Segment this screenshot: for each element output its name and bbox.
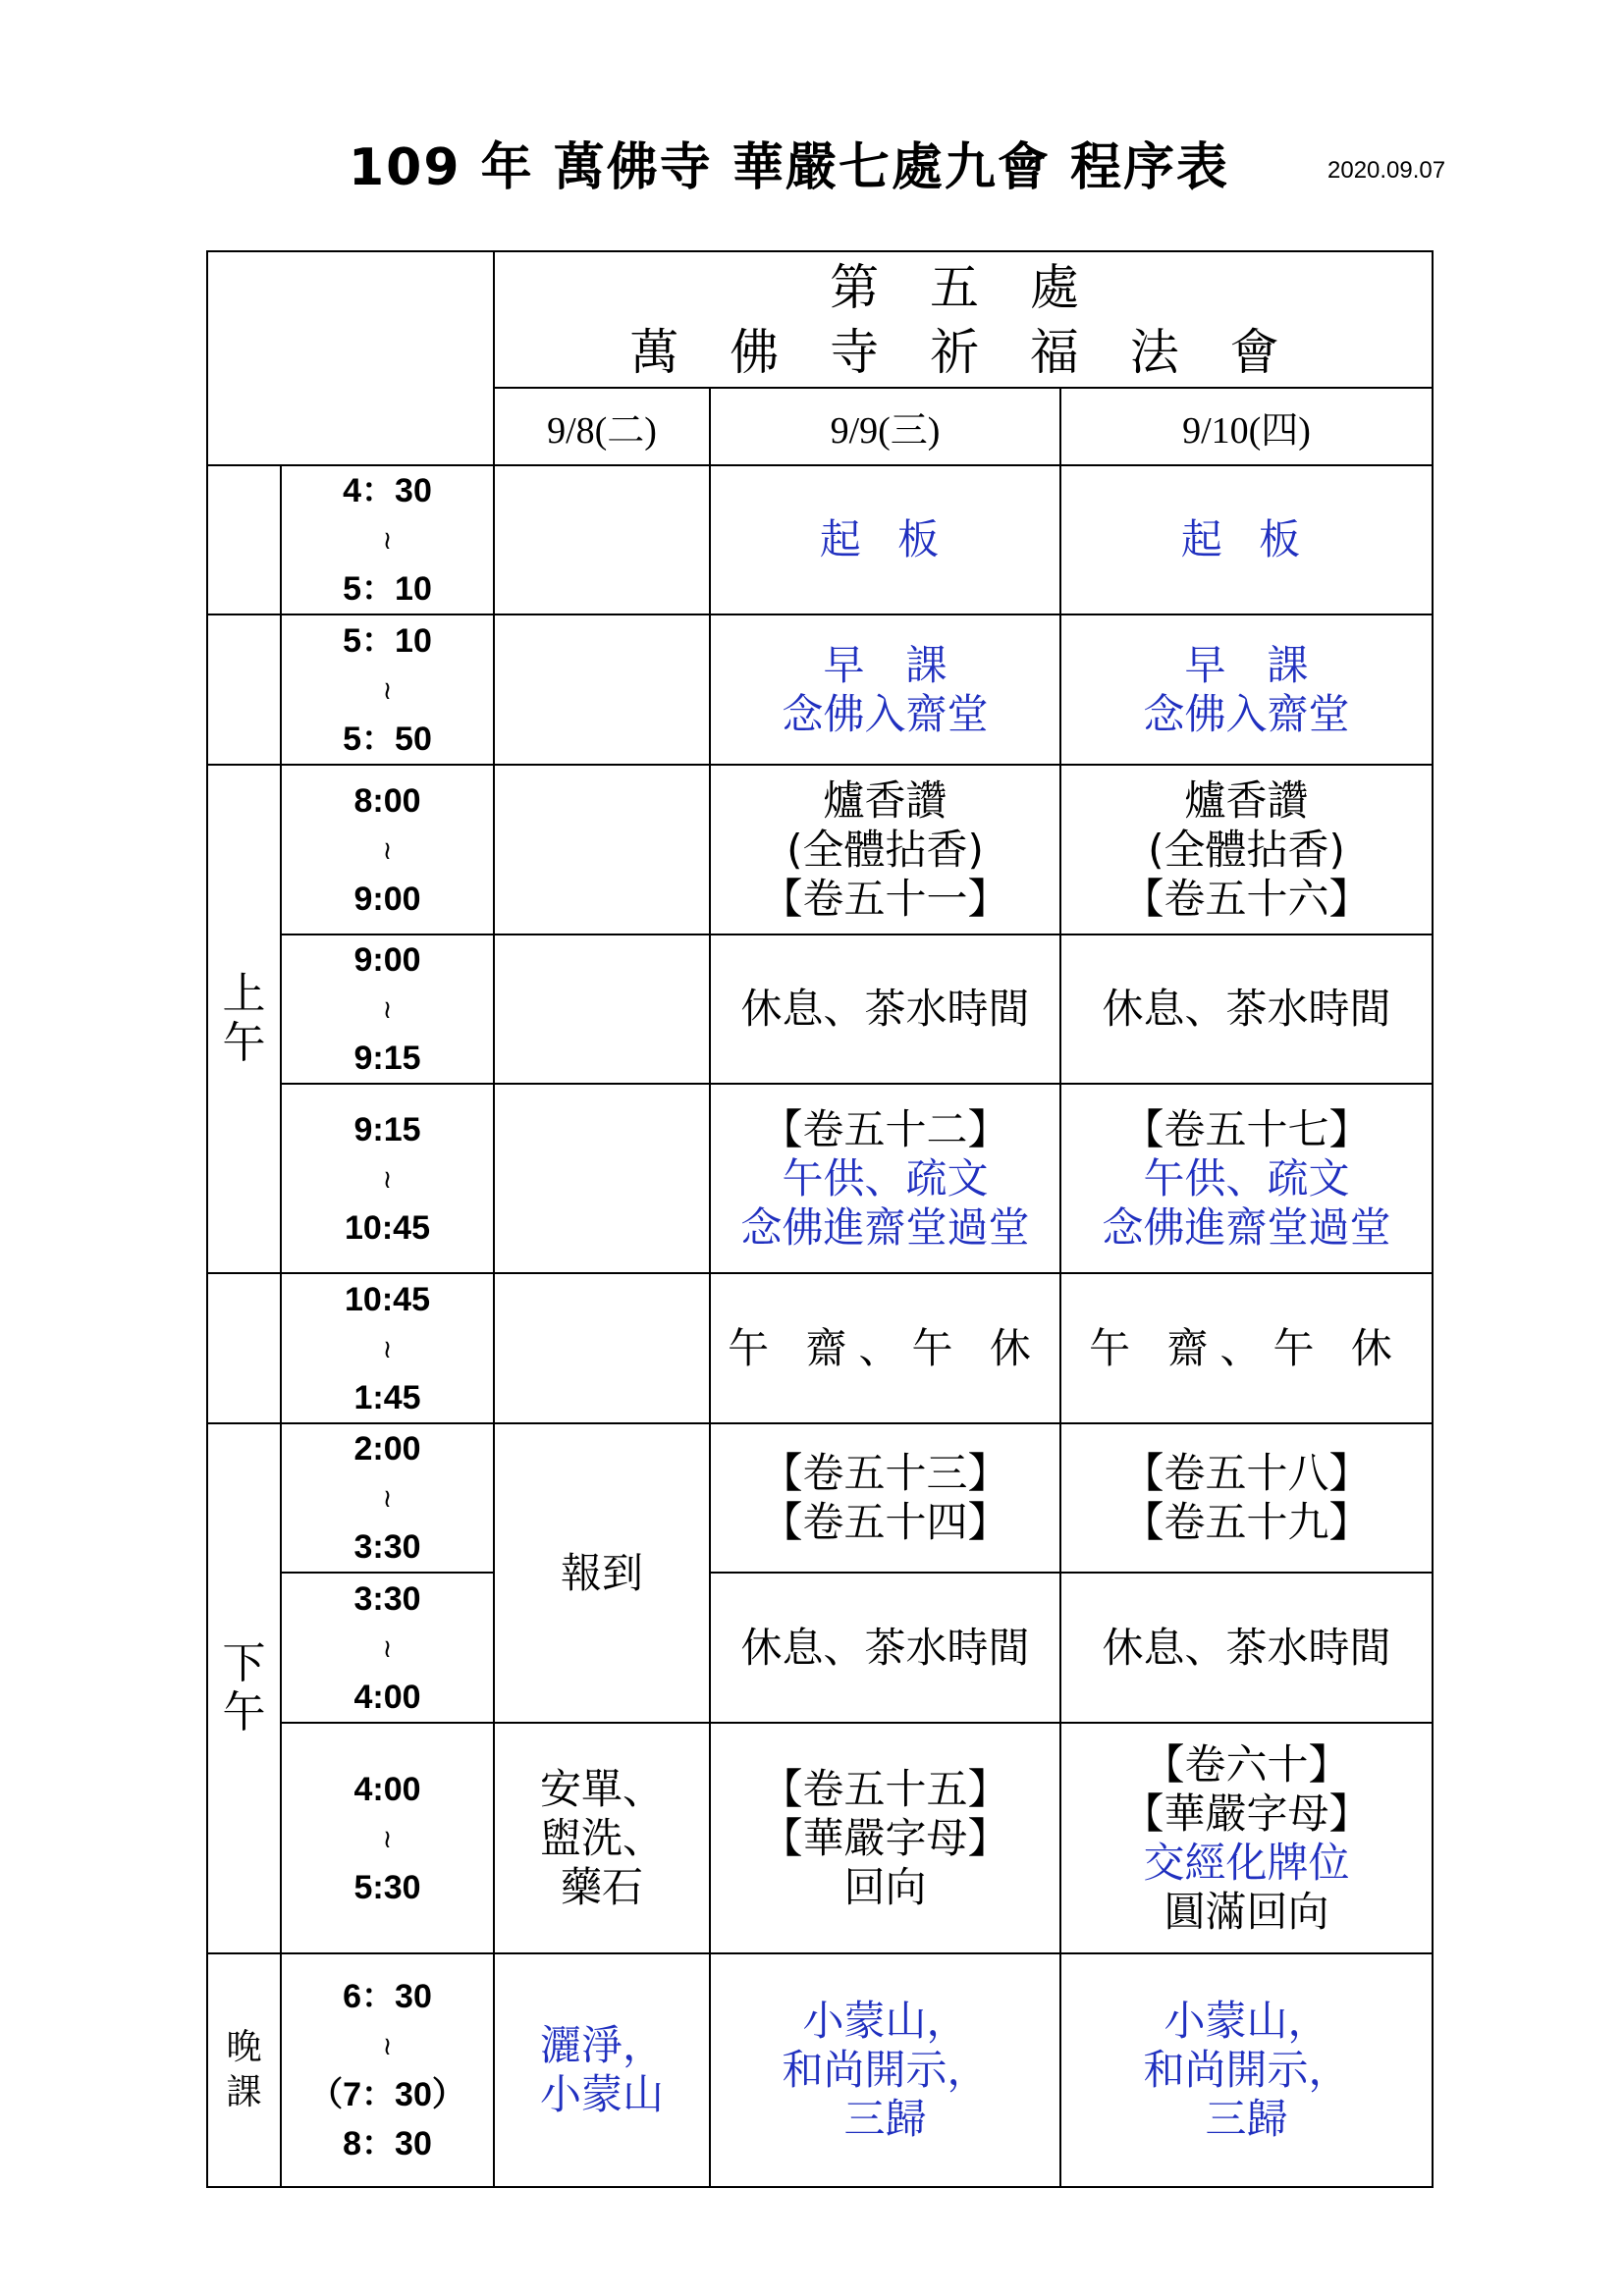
time-separator: ≀ — [382, 1333, 393, 1363]
period-afternoon — [207, 1423, 281, 1953]
time-separator: ≀ — [382, 834, 393, 865]
time-separator: ≀ — [382, 674, 393, 705]
time-end: 10:45 — [345, 1208, 430, 1247]
time-end: 8：30 — [343, 2125, 432, 2163]
time-separator: ≀ — [382, 994, 393, 1024]
time-slot — [281, 465, 494, 614]
schedule-cell: 休息、茶水時間 — [710, 934, 1060, 1084]
cell-line: (全體拈香) — [1148, 825, 1345, 874]
time-slot — [281, 1084, 494, 1273]
cell-line: 【華嚴字母】 — [1122, 1789, 1371, 1838]
schedule-cell — [494, 1953, 710, 2187]
schedule-cell — [710, 1723, 1060, 1953]
header-corner — [207, 251, 494, 465]
time-mid: （7：30） — [309, 2076, 465, 2113]
cell-line: 早 課 — [1184, 640, 1309, 689]
cell-line: 小蒙山， — [802, 1997, 968, 2045]
time-start: 10:45 — [345, 1280, 430, 1318]
time-slot — [281, 1573, 494, 1723]
time-start: 4：30 — [343, 472, 432, 509]
period-blank — [207, 614, 281, 765]
session-header — [494, 251, 1433, 388]
schedule-table — [206, 250, 1434, 2188]
time-end: 9:00 — [353, 880, 421, 918]
schedule-cell — [494, 1273, 710, 1423]
schedule-cell — [1060, 1953, 1433, 2187]
schedule-cell: 休息、茶水時間 — [710, 1573, 1060, 1723]
cell-line: 【卷六十】 — [1143, 1739, 1350, 1789]
schedule-cell: 起 板 — [1060, 465, 1433, 614]
session-name: 萬 佛 寺 祈 福 法 會 — [629, 323, 1297, 381]
cell-line: 念佛入齋堂 — [1143, 689, 1350, 738]
cell-line: 【卷五十八】 — [1122, 1449, 1371, 1497]
cell-line: 念佛入齋堂 — [782, 689, 989, 738]
cell-line: 小蒙山， — [1164, 1997, 1329, 2045]
schedule-cell — [710, 1953, 1060, 2187]
time-separator: ≀ — [382, 525, 393, 555]
day-header-2: 9/9(三) — [710, 388, 1060, 465]
schedule-cell — [494, 614, 710, 765]
time-start: 8:00 — [353, 781, 421, 820]
cell-line: 小蒙山 — [539, 2070, 664, 2118]
cell-line: 爐香讚 — [1184, 775, 1309, 825]
cell-line: 交經化牌位 — [1143, 1838, 1350, 1887]
schedule-cell: 午 齋、午 休 — [710, 1273, 1060, 1423]
cell-line: 盥洗、 — [539, 1813, 664, 1862]
time-slot — [281, 1953, 494, 2187]
cell-line: 【卷五十二】 — [761, 1104, 1009, 1153]
session-number: 第 五 處 — [830, 258, 1097, 316]
schedule-cell — [710, 1423, 1060, 1573]
page-title: 109 年 萬佛寺 華嚴七處九會 程序表 — [349, 138, 1229, 197]
time-start: 9:15 — [353, 1110, 421, 1148]
schedule-cell — [494, 934, 710, 1084]
time-slot — [281, 934, 494, 1084]
time-slot — [281, 614, 494, 765]
cell-line: 三歸 — [843, 2095, 927, 2143]
schedule-cell — [494, 1084, 710, 1273]
time-end: 5：10 — [343, 570, 432, 608]
time-slot — [281, 1273, 494, 1423]
time-separator: ≀ — [382, 1163, 393, 1194]
cell-line: 午供、疏文 — [1143, 1153, 1350, 1202]
period-label: 下午 — [222, 1637, 266, 1737]
schedule-cell — [710, 1084, 1060, 1273]
time-start: 9:00 — [353, 941, 421, 979]
cell-line: 回向 — [843, 1862, 927, 1911]
period-label: 晚課 — [226, 2027, 262, 2112]
schedule-cell: 報到 — [494, 1423, 710, 1723]
time-separator: ≀ — [382, 1632, 393, 1663]
schedule-cell: 休息、茶水時間 — [1060, 934, 1433, 1084]
day-header-1: 9/8(二) — [494, 388, 710, 465]
schedule-cell — [710, 765, 1060, 934]
time-start: 2:00 — [353, 1430, 421, 1468]
cell-line: 【卷五十四】 — [761, 1498, 1009, 1546]
time-start: 4:00 — [353, 1770, 421, 1808]
cell-line: 念佛進齋堂過堂 — [740, 1202, 1030, 1252]
time-end: 1:45 — [353, 1378, 421, 1416]
cell-line: 藥石 — [560, 1862, 643, 1911]
schedule-cell — [494, 1723, 710, 1953]
schedule-cell — [1060, 1423, 1433, 1573]
time-slot — [281, 1723, 494, 1953]
time-start: 3:30 — [353, 1579, 421, 1618]
time-end: 5：50 — [343, 720, 432, 758]
time-end: 9:15 — [353, 1040, 421, 1077]
cell-line: 早 課 — [823, 640, 947, 689]
time-end: 5:30 — [353, 1868, 421, 1906]
period-blank — [207, 465, 281, 614]
cell-line: 午供、疏文 — [782, 1153, 989, 1202]
cell-line: 念佛進齋堂過堂 — [1102, 1202, 1391, 1252]
schedule-cell: 午 齋、午 休 — [1060, 1273, 1433, 1423]
schedule-cell — [1060, 1084, 1433, 1273]
time-end: 3:30 — [353, 1528, 421, 1566]
schedule-cell — [1060, 1723, 1433, 1953]
cell-line: 【華嚴字母】 — [761, 1813, 1009, 1862]
time-end: 4:00 — [353, 1678, 421, 1716]
cell-line: 【卷五十九】 — [1122, 1498, 1371, 1546]
time-start: 6：30 — [343, 1978, 432, 2015]
time-start: 5：10 — [343, 621, 432, 660]
cell-line: 爐香讚 — [823, 775, 947, 825]
cell-line: 【卷五十六】 — [1122, 874, 1371, 923]
cell-line: 灑淨， — [539, 2021, 664, 2069]
cell-line: 【卷五十五】 — [761, 1764, 1009, 1813]
cell-line: 【卷五十三】 — [761, 1449, 1009, 1497]
cell-line: 安單、 — [539, 1764, 664, 1813]
time-slot — [281, 1423, 494, 1573]
period-evening — [207, 1953, 281, 2187]
schedule-cell: 起 板 — [710, 465, 1060, 614]
time-separator: ≀ — [382, 1823, 393, 1853]
cell-line: 和尚開示， — [1143, 2046, 1350, 2094]
cell-line: 【卷五十七】 — [1122, 1104, 1371, 1153]
time-separator: ≀ — [382, 2031, 393, 2060]
period-label: 上午 — [222, 968, 266, 1068]
period-morning — [207, 765, 281, 1273]
document-date: 2020.09.07 — [1327, 157, 1446, 184]
cell-line: 【卷五十一】 — [761, 874, 1009, 923]
schedule-cell — [1060, 614, 1433, 765]
period-blank — [207, 1273, 281, 1423]
cell-line: 三歸 — [1205, 2095, 1288, 2143]
schedule-cell: 休息、茶水時間 — [1060, 1573, 1433, 1723]
time-separator: ≀ — [382, 1483, 393, 1513]
schedule-cell — [494, 465, 710, 614]
schedule-cell — [710, 614, 1060, 765]
day-header-3: 9/10(四) — [1060, 388, 1433, 465]
time-slot — [281, 765, 494, 934]
schedule-cell — [1060, 765, 1433, 934]
cell-line: 圓滿回向 — [1164, 1887, 1329, 1936]
cell-line: 和尚開示， — [782, 2046, 989, 2094]
cell-line: (全體拈香) — [786, 825, 984, 874]
schedule-cell — [494, 765, 710, 934]
